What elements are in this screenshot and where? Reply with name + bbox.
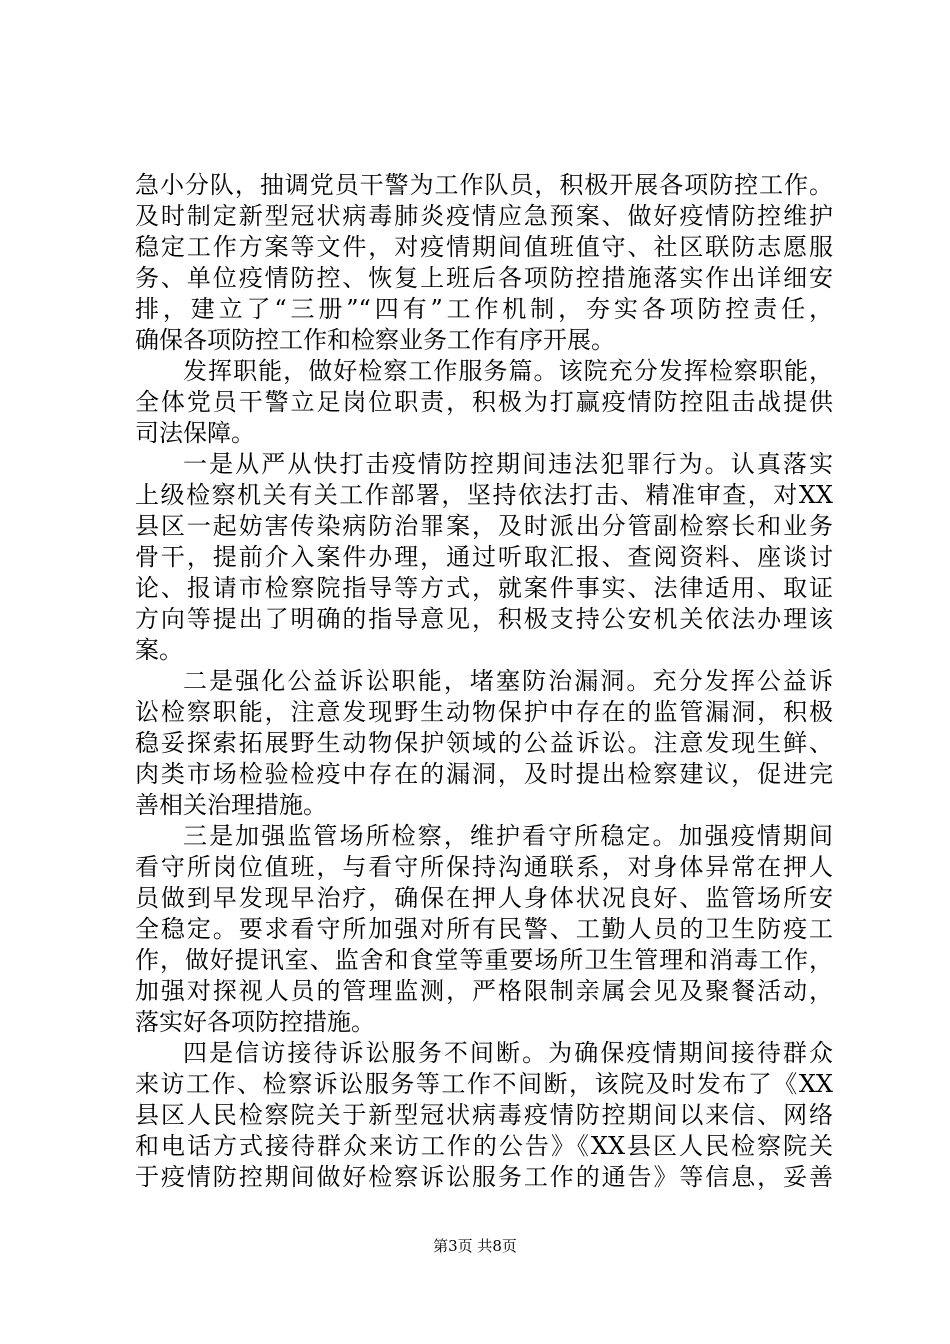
text-line: 县区人民检察院关于新型冠状病毒疫情防控期间以来信、网络 xyxy=(135,1101,833,1129)
text-line: 作，做好提讯室、监舍和食堂等重要场所卫生管理和消毒工作， xyxy=(135,946,833,974)
text-line: 落实好各项防控措施。 xyxy=(135,1008,375,1036)
text-line: 全稳定。要求看守所加强对所有民警、工勤人员的卫生防疫工 xyxy=(135,915,833,943)
text-line: 全体党员干警立足岗位职责，积极为打赢疫情防控阻击战提供 xyxy=(135,388,833,416)
text-line: 四是信访接待诉讼服务不间断。为确保疫情期间接待群众 xyxy=(183,1039,833,1067)
text-line: 肉类市场检验检疫中存在的漏洞，及时提出检察建议，促进完 xyxy=(135,760,833,788)
text-line: 稳定工作方案等文件，对疫情期间值班值守、社区联防志愿服 xyxy=(135,233,833,261)
text-line: 看守所岗位值班，与看守所保持沟通联系，对身体异常在押人 xyxy=(135,853,833,881)
text-line: 司法保障。 xyxy=(135,419,255,447)
text-line: 骨干，提前介入案件办理，通过听取汇报、查阅资料、座谈讨 xyxy=(135,543,833,571)
text-line: 加强对探视人员的管理监测，严格限制亲属会见及聚餐活动， xyxy=(135,977,833,1005)
text-line: 排，建立了“三册”“四有”工作机制，夯实各项防控责任， xyxy=(135,295,833,323)
text-line: 于疫情防控期间做好检察诉讼服务工作的通告》等信息，妥善 xyxy=(135,1163,833,1191)
text-line: 和电话方式接待群众来访工作的公告》《XX县区人民检察院关 xyxy=(135,1132,833,1160)
text-line: 员做到早发现早治疗，确保在押人身体状况良好、监管场所安 xyxy=(135,884,833,912)
text-line: 讼检察职能，注意发现野生动物保护中存在的监管漏洞，积极 xyxy=(135,698,833,726)
text-line: 稳妥探索拓展野生动物保护领域的公益诉讼。注意发现生鲜、 xyxy=(135,729,833,757)
text-line: 三是加强监管场所检察，维护看守所稳定。加强疫情期间 xyxy=(183,822,833,850)
text-line: 一是从严从快打击疫情防控期间违法犯罪行为。认真落实 xyxy=(183,450,833,478)
text-line: 方向等提出了明确的指导意见，积极支持公安机关依法办理该 xyxy=(135,605,833,633)
text-line: 来访工作、检察诉讼服务等工作不间断，该院及时发布了《XX xyxy=(135,1070,833,1098)
text-line: 发挥职能，做好检察工作服务篇。该院充分发挥检察职能， xyxy=(183,357,833,385)
text-line: 及时制定新型冠状病毒肺炎疫情应急预案、做好疫情防控维护 xyxy=(135,202,833,230)
text-line: 上级检察机关有关工作部署，坚持依法打击、精准审查，对XX xyxy=(135,481,833,509)
text-line: 县区一起妨害传染病防治罪案，及时派出分管副检察长和业务 xyxy=(135,512,833,540)
page-footer: 第3页 共8页 xyxy=(433,1237,517,1255)
text-line: 二是强化公益诉讼职能，堵塞防治漏洞。充分发挥公益诉 xyxy=(183,667,833,695)
text-line: 确保各项防控工作和检察业务工作有序开展。 xyxy=(135,326,615,354)
text-line: 善相关治理措施。 xyxy=(135,791,327,819)
text-line: 急小分队，抽调党员干警为工作队员，积极开展各项防控工作。 xyxy=(135,171,833,199)
text-line: 案。 xyxy=(135,636,183,664)
document-body xyxy=(135,170,833,1193)
text-line: 务、单位疫情防控、恢复上班后各项防控措施落实作出详细安 xyxy=(135,264,833,292)
text-line: 论、报请市检察院指导等方式，就案件事实、法律适用、取证 xyxy=(135,574,833,602)
